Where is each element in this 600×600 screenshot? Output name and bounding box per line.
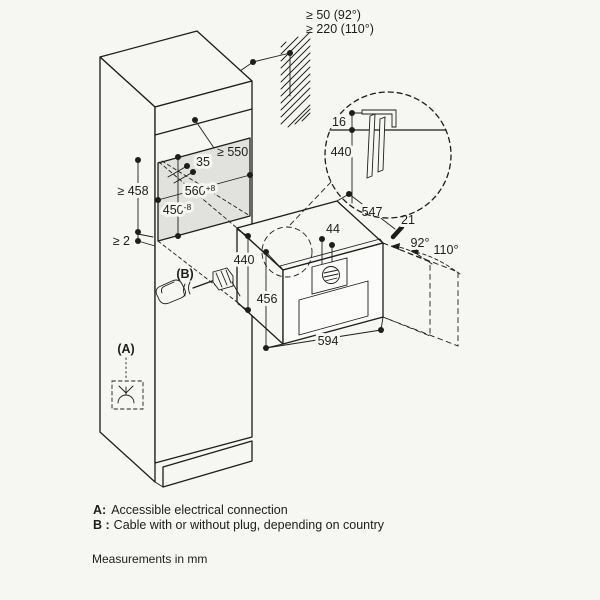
niche-width-label: $560^{+8}$ — [184, 183, 216, 198]
arrow-92-icon — [391, 243, 400, 250]
oven-width-label: 594 — [317, 334, 339, 348]
frame-profile-icon — [362, 110, 396, 178]
control-offset-label: 44 — [326, 222, 340, 236]
niche-bottom-gap-label: ≥ 2 — [112, 234, 130, 248]
legend-line-b: B : Cable with or without plug, depending on country — [93, 518, 384, 532]
oven-depth-label: 547 — [361, 205, 383, 219]
inset-height-label: 440 — [330, 145, 352, 159]
legend — [93, 503, 385, 532]
niche-side-clearance-label: 35 — [196, 155, 210, 169]
niche-min-height-label: ≥ 458 — [117, 184, 149, 198]
wall-clearance-note — [306, 8, 374, 36]
opening-angle-small-label: 92° — [410, 236, 430, 250]
niche-height-label: $450^{-8}$ — [162, 202, 192, 217]
wall-clearance-line1: ≥ 50 (92°) — [306, 8, 361, 22]
door-open-92 — [383, 243, 430, 336]
oven — [237, 201, 383, 344]
oven-height-back-label: 440 — [233, 253, 255, 267]
legend-line-a: A: Accessible electrical connection — [93, 503, 288, 517]
door-thickness-label: 21 — [401, 213, 415, 227]
niche-depth-label: ≥ 550 — [217, 145, 249, 159]
oven-height-front-label: 456 — [256, 292, 278, 306]
inset-gap-label: 16 — [332, 115, 346, 129]
door-open-projections — [383, 243, 458, 346]
cabinet-left-face — [100, 57, 155, 482]
marker-b: (B) — [176, 267, 194, 281]
opening-angle-large-label: 110° — [433, 243, 459, 257]
marker-a: (A) — [117, 342, 135, 356]
measurements-note: Measurements in mm — [92, 552, 208, 566]
cabinet — [100, 31, 252, 487]
wall-clearance-line2: ≥ 220 (110°) — [306, 22, 374, 36]
wall-hatch — [281, 32, 310, 127]
